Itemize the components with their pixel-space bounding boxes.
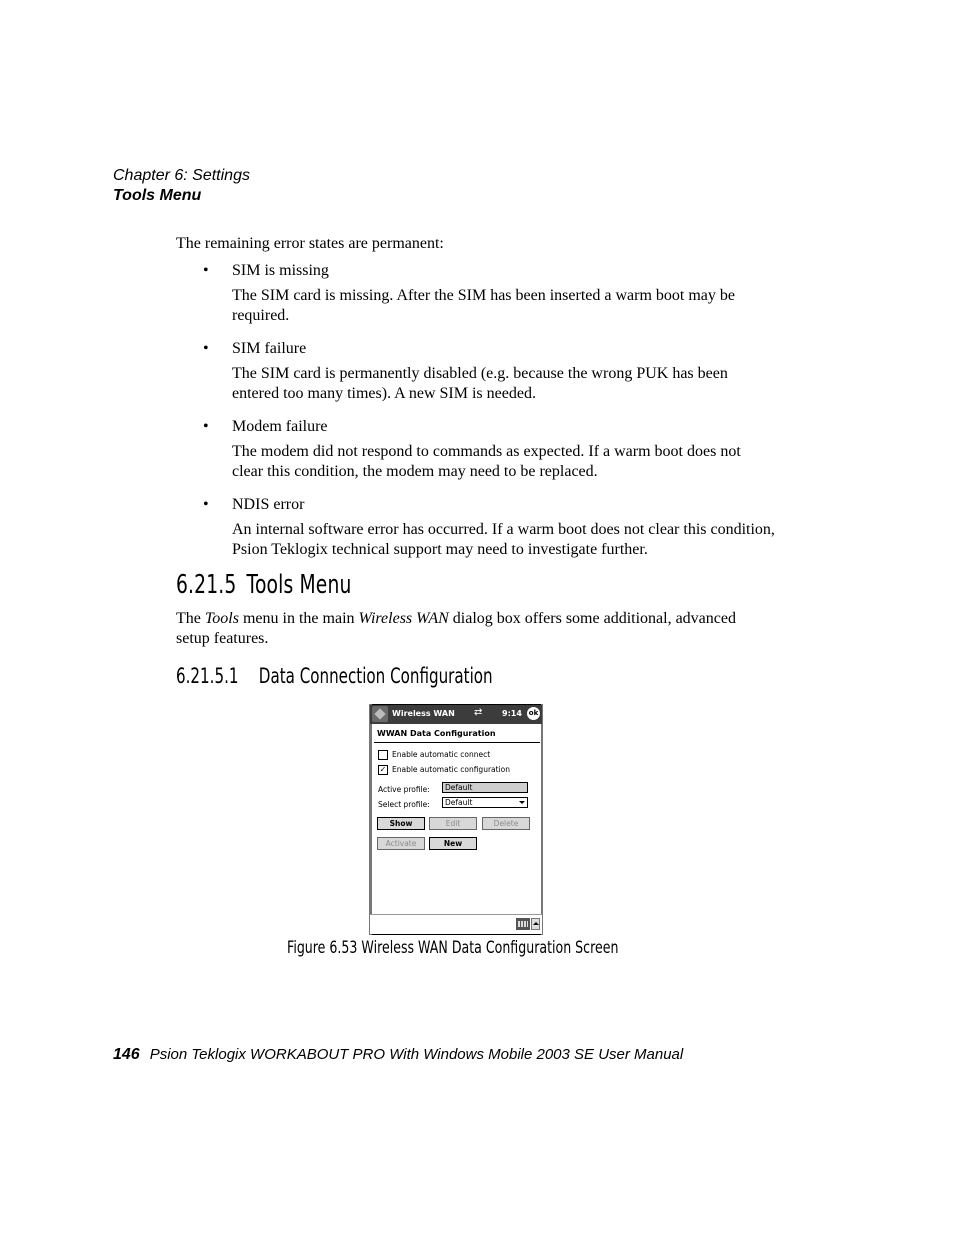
title-bar [370, 705, 542, 724]
bullet-description: The SIM card is missing. After the SIM has been inserted a warm boot may be required. [232, 287, 735, 324]
delete-button[interactable]: Delete [482, 817, 530, 830]
section-heading [176, 570, 351, 600]
sip-arrow-icon[interactable] [531, 918, 540, 930]
active-profile-value: Default [445, 783, 473, 792]
bullet-description: The SIM card is permanently disabled (e.g. because the wrong PUK has been entered too many times). A new SIM is needed. [232, 365, 728, 402]
screen-border [369, 704, 372, 935]
ok-button[interactable]: ok [527, 707, 540, 720]
dropdown-arrow-icon[interactable] [519, 801, 525, 804]
bullet-marker: • [203, 262, 209, 279]
select-profile-label: Select profile: [378, 800, 430, 809]
manual-title: Psion Teklogix WORKABOUT PRO With Windows Mobile 2003 SE User Manual [149, 1046, 684, 1063]
intro-paragraph: The remaining error states are permanent: [176, 235, 444, 252]
page-title: WWAN Data Configuration [377, 729, 496, 738]
bullet-description: The modem did not respond to commands as expected. If a warm boot does not clear this condition, the modem may need to be replaced. [232, 443, 741, 480]
page-number: 146 [113, 1046, 140, 1063]
chapter-label: Chapter 6: Settings [113, 167, 250, 184]
activate-button[interactable]: Activate [377, 837, 425, 850]
active-profile-label: Active profile: [378, 785, 430, 794]
bullet-marker: • [203, 418, 209, 435]
screen-border [541, 704, 543, 935]
bottom-bar [370, 914, 542, 934]
active-profile-field [442, 782, 528, 793]
figure-caption: Figure 6.53 Wireless WAN Data Configuration Screen [287, 938, 619, 958]
start-menu-icon[interactable] [372, 706, 388, 722]
select-profile-dropdown[interactable] [442, 797, 528, 808]
running-header [113, 166, 250, 206]
para-emphasis-wireless-wan: Wireless WAN [358, 610, 449, 627]
divider [374, 742, 540, 743]
bullet-title: SIM is missing [232, 262, 329, 279]
app-title: Wireless WAN [392, 709, 455, 718]
para-text: dialog box offers some additional, advanced setup features. [176, 610, 736, 647]
subsection-heading [176, 664, 493, 688]
keyboard-icon[interactable] [516, 918, 530, 930]
device-screen [369, 704, 543, 935]
para-text: menu in the main [238, 610, 359, 627]
clock[interactable]: 9:14 [502, 709, 522, 718]
para-emphasis-tools: Tools [204, 610, 239, 627]
section-paragraph [176, 609, 746, 649]
connectivity-icon[interactable]: ⇄ [474, 707, 483, 718]
bullet-description: An internal software error has occurred. If a warm boot does not clear this condition, Psion Teklogix technical support may need to investigate further. [232, 521, 775, 558]
page-footer [113, 1046, 683, 1064]
subsection-number: 6.21.5.1 [176, 664, 239, 688]
subsection-title: Data Connection Configuration [258, 664, 493, 688]
bullet-title: NDIS error [232, 496, 305, 513]
section-number: 6.21.5 [176, 570, 237, 600]
section-title: Tools Menu [246, 570, 352, 600]
bullet-marker: • [203, 340, 209, 357]
auto-connect-label[interactable]: Enable automatic connect [392, 750, 491, 759]
auto-config-label[interactable]: Enable automatic configuration [392, 765, 510, 774]
auto-connect-checkbox[interactable] [378, 750, 388, 760]
para-text: The [176, 610, 205, 627]
bullet-title: Modem failure [232, 418, 328, 435]
section-label: Tools Menu [113, 187, 202, 204]
auto-config-checkbox[interactable]: ✓ [379, 765, 387, 774]
edit-button[interactable]: Edit [429, 817, 477, 830]
new-button[interactable]: New [429, 837, 477, 850]
select-profile-value: Default [445, 798, 473, 807]
show-button[interactable]: Show [377, 817, 425, 830]
bullet-marker: • [203, 496, 209, 513]
bullet-title: SIM failure [232, 340, 307, 357]
